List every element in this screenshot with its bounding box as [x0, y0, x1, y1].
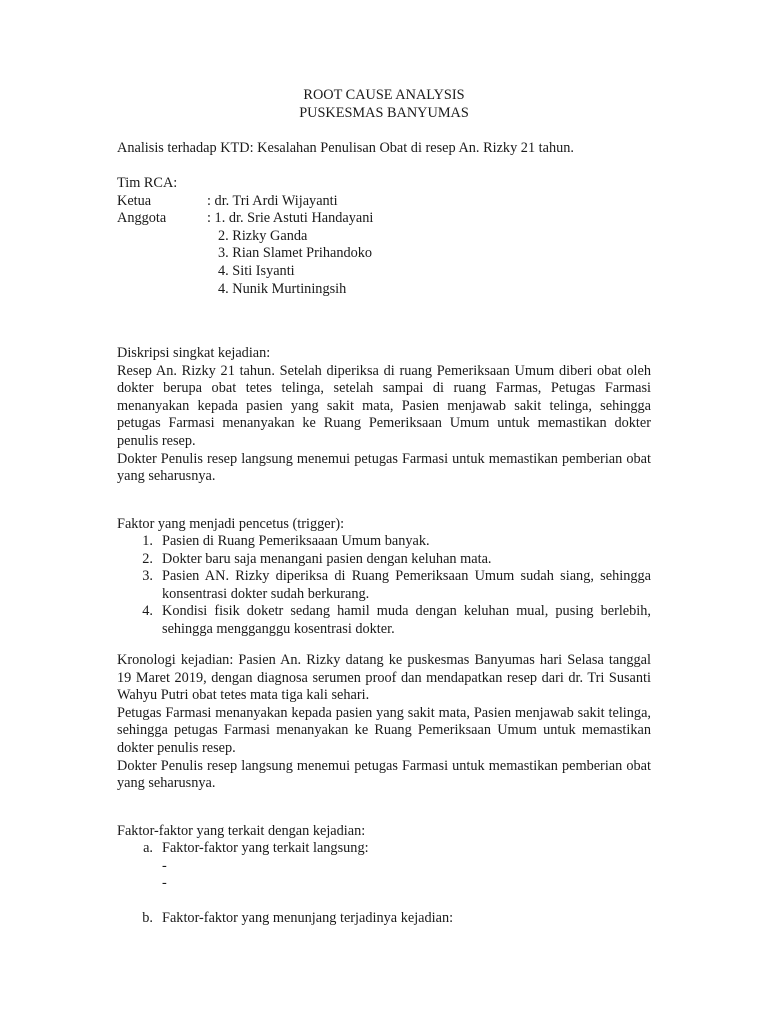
factors-list-b	[117, 910, 651, 928]
description-heading: Diskripsi singkat kejadian:	[117, 345, 271, 361]
team-heading: Tim RCA:	[117, 175, 178, 191]
triggers-heading: Faktor yang menjadi pencetus (trigger):	[117, 516, 345, 532]
triggers-list	[117, 533, 651, 639]
member-4: 4. Siti Isyanti	[218, 262, 295, 279]
list-item	[117, 533, 651, 551]
item-text: Pasien di Ruang Pemeriksaaan Umum banyak.	[162, 533, 430, 549]
item-letter: a.	[143, 840, 153, 856]
member-3: 3. Rian Slamet Prihandoko	[218, 245, 373, 262]
members-label: Anggota	[117, 210, 167, 227]
item-text: Dokter baru saja menangani pasien dengan keluhan mata.	[162, 550, 492, 567]
team-members-row	[117, 210, 651, 228]
item-text: Faktor-faktor yang terkait langsung:	[162, 840, 369, 856]
list-item	[117, 603, 651, 638]
dash-bullet: -	[162, 858, 167, 874]
chronology-paragraph-3: Dokter Penulis resep langsung menemui petugas Farmasi untuk memastikan pemberian obat yang seharusnya.	[117, 757, 651, 792]
item-text: Kondisi fisik doketr sedang hamil muda dengan keluhan mual, pusing berlebih, sehingga mengganggu kosentrasi dokter.	[162, 603, 651, 637]
member-5: 4. Nunik Murtiningsih	[218, 280, 347, 297]
chronology-paragraph-2: Petugas Farmasi menanyakan kepada pasien yang sakit mata, Pasien menjawab sakit telinga, sehingga petugas Farmasi menanyakan ke Ruang Pemeriksaan Umum untuk memastikan dokter penulis resep.	[117, 704, 651, 756]
item-text: Faktor-faktor yang menunjang terjadinya kejadian:	[162, 910, 454, 926]
item-text: Pasien AN. Rizky diperiksa di Ruang Pemeriksaan Umum sudah siang, sehingga konsentrasi dokter sudah berkurang.	[162, 568, 651, 602]
analysis-line: Analisis terhadap KTD: Kesalahan Penulisan Obat di resep An. Rizky 21 tahun.	[117, 140, 575, 156]
member-row	[117, 281, 651, 299]
list-item	[117, 568, 651, 603]
member-row	[117, 228, 651, 246]
leader-value: : dr. Tri Ardi Wijayanti	[207, 192, 338, 209]
team-leader-row	[117, 193, 651, 211]
description-paragraph-1: Resep An. Rizky 21 tahun. Setelah diperiksa di ruang Pemeriksaan Umum diberi obat oleh dokter berupa obat tetes telinga, setelah sampai di ruang Farmas, Petugas Farmasi menanyakan kepada pasien yang sakit mata, Pasien menjawab sakit telinga, sehingga petugas Farmasi menanyakan ke Ruang Pemeriksaan Umum untuk memastikan dokter penulis resep.	[117, 362, 651, 449]
item-letter: b.	[142, 910, 153, 926]
item-number: 4.	[142, 603, 153, 620]
member-row	[117, 245, 651, 263]
team-section	[117, 175, 651, 298]
list-item	[117, 910, 651, 928]
description-paragraph-2: Dokter Penulis resep langsung menemui petugas Farmasi untuk memastikan pemberian obat yang seharusnya.	[117, 450, 651, 485]
member-2: 2. Rizky Ganda	[218, 227, 308, 244]
title-line-2: PUSKESMAS BANYUMAS	[299, 104, 469, 121]
description-section	[117, 345, 651, 486]
item-number: 1.	[142, 533, 153, 549]
leader-label: Ketua	[117, 192, 152, 209]
document-title	[117, 87, 651, 122]
factors-list-a	[117, 840, 651, 858]
item-number: 2.	[142, 550, 153, 567]
list-item	[117, 551, 651, 569]
dash-bullet: -	[162, 875, 167, 891]
title-line-1: ROOT CAUSE ANALYSIS	[303, 87, 465, 103]
chronology-section	[117, 652, 651, 793]
factors-heading: Faktor-faktor yang terkait dengan kejadian:	[117, 823, 366, 839]
item-number: 3.	[142, 568, 153, 585]
member-row	[117, 263, 651, 281]
chronology-paragraph-1: Kronologi kejadian: Pasien An. Rizky datang ke puskesmas Banyumas hari Selasa tanggal 19 Maret 2019, dengan diagnosa serumen proof dan mendapatkan resep dari dr. Tri Susanti Wahyu Putri obat tetes mata tiga kali sehari.	[117, 652, 651, 704]
list-item	[117, 840, 651, 858]
member-1: : 1. dr. Srie Astuti Handayani	[207, 210, 374, 227]
